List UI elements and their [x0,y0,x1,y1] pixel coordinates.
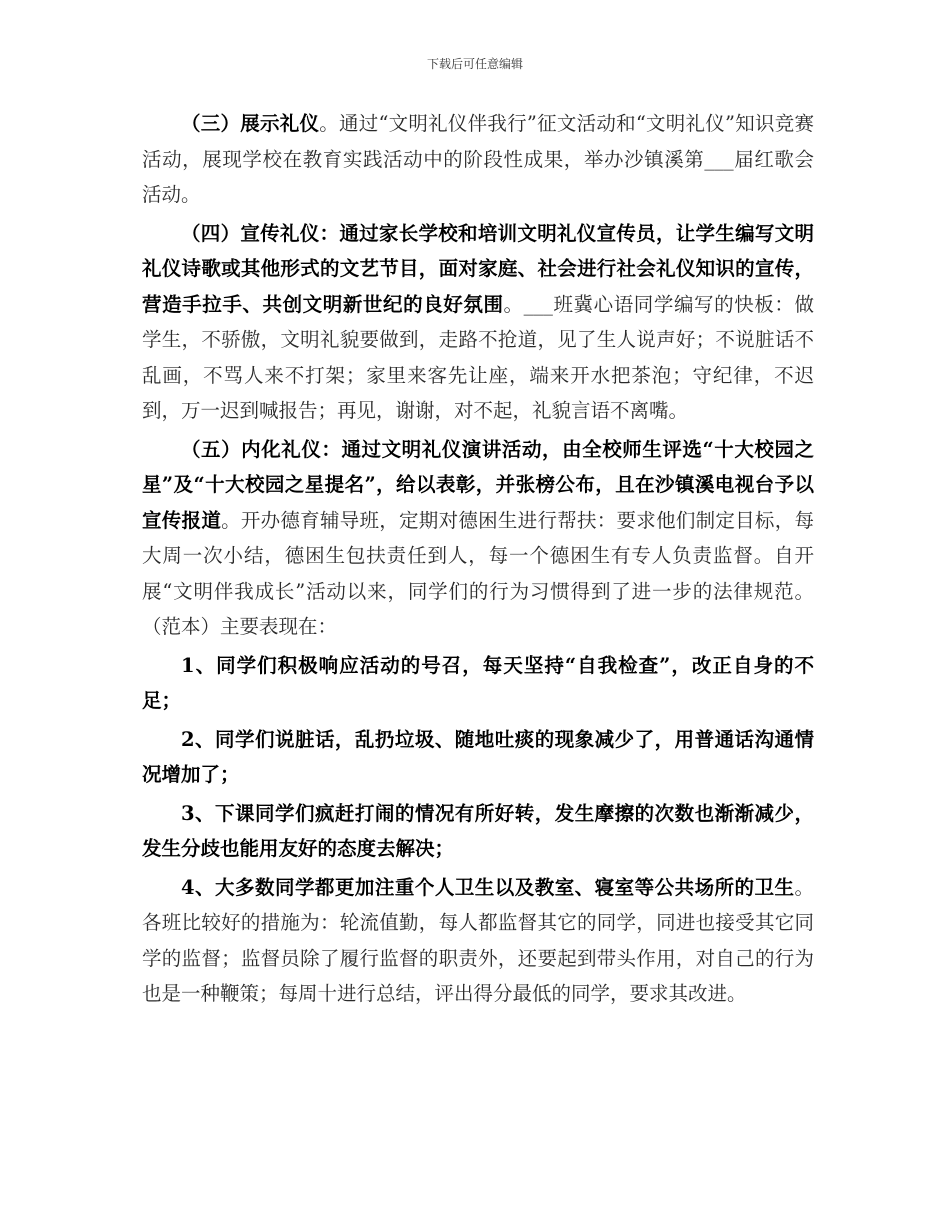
paragraph-text: 。开办德育辅导班，定期对德困生进行帮扶：要求他们制定目标，每大周一次小结，德困生包扶责任到人，每一个德困生有专人负责监督。自开展“文明伴我成长”活动以来，同学们的行为习惯得到了进一步的法律规范。（范本）主要表现在： [142,508,814,638]
document-body [142,106,814,1015]
list-item-3 [142,796,814,867]
list-item-text: 4、大多数同学都更加注重个人卫生以及教室、寝室等公共场所的卫生 [181,875,795,899]
paragraph-promote-etiquette [142,216,814,429]
page-header: 下载后可任意编辑 [426,57,523,71]
paragraph-internalize-etiquette [142,432,814,645]
list-item-text: 1、同学们积极响应活动的号召，每天坚持“自我检查”，改正自身的不足； [142,653,814,712]
list-item-text: 2、同学们说脏话，乱扔垃圾、随地吐痰的现象减少了，用普通话沟通情况增加了； [142,727,814,786]
paragraph-text: 。___班冀心语同学编写的快板：做学生，不骄傲，文明礼貌要做到，走路不抢道，见了生人说声好；不说脏话不乱画，不骂人来不打架；家里来客先让座，端来开水把茶泡；守纪律，不迟到，万一迟到喊报告；再见，谢谢，对不起，礼貌言语不离嘴。 [142,292,814,422]
paragraph-heading: （四）宣传礼仪：通过家长学校和培训文明礼仪宣传员，让学生编写文明礼仪诗歌或其他形式的文艺节目，面对家庭、社会进行社会礼仪知识的宣传，营造手拉手、共创文明新世纪的良好氛围 [142,221,814,316]
paragraph-heading: （五）内化礼仪：通过文明礼仪演讲活动，由全校师生评选“十大校园之星”及“十大校园之星提名”，给以表彰，并张榜公布，且在沙镇溪电视台予以宣传报道 [142,437,814,532]
list-item-1 [142,648,814,719]
paragraph-text: 。通过“文明礼仪伴我行”征文活动和“文明礼仪”知识竞赛活动，展现学校在教育实践活动中的阶段性成果，举办沙镇溪第___届红歌会活动。 [142,112,814,206]
paragraph-display-etiquette [142,106,814,213]
paragraph-text: 。各班比较好的措施为：轮流值勤，每人都监督其它的同学，同进也接受其它同学的监督；监督员除了履行监督的职责外，还要起到带头作用，对自己的行为也是一种鞭策；每周十进行总结，评出得分最低的同学，要求其改进。 [142,875,814,1005]
list-item-text: 3、下课同学们疯赶打闹的情况有所好转，发生摩擦的次数也渐渐减少，发生分歧也能用友好的态度去解决； [142,801,814,860]
list-item-4 [142,870,814,1012]
paragraph-heading: （三）展示礼仪 [181,112,320,135]
list-item-2 [142,722,814,793]
